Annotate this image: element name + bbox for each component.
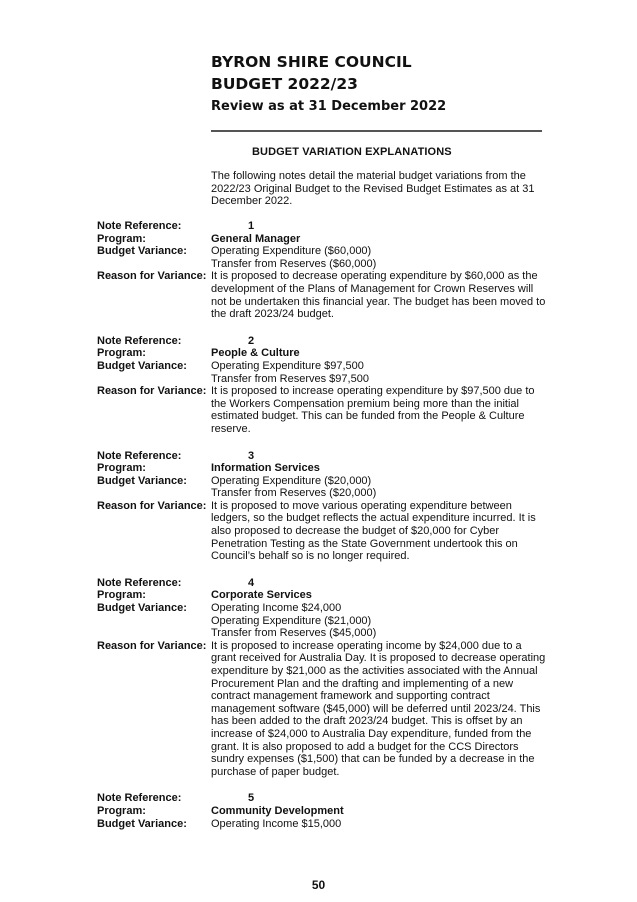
report-header (211, 52, 446, 116)
field-label: Note Reference: (97, 449, 182, 462)
review-date: Review as at 31 December 2022 (211, 99, 447, 114)
note-number: 5 (248, 792, 255, 805)
variance-line: Transfer from Reserves $97,500 (211, 372, 369, 385)
field-label: Budget Variance: (97, 245, 187, 258)
program-name: Corporate Services (211, 589, 312, 602)
field-label: Program: (97, 462, 146, 475)
program-name: General Manager (211, 232, 301, 245)
field-label: Note Reference: (97, 220, 182, 232)
council-name: BYRON SHIRE COUNCIL (211, 53, 412, 71)
field-label: Budget Variance: (97, 474, 187, 487)
variance-reason: It is proposed to increase operating income by $24,000 due to a grant received for Australia Day. It is proposed to decrease operating expenditure by $21,000 as the activities associated with the Annual Procurement Plan and the drafting and implementing of a new contract management framework and supporting contract management software ($45,000) will be deferred until 2023/24. This has been added to the draft 2023/24 budget. This is offset by an increase of $24,000 to Australia Day expenditure, funded from the grant. It is also proposed to add a budget for the CCS Directors sundry expenses ($1,500) that can be funded by a decrease in the purchase of paper budget. (211, 639, 546, 778)
budget-note (97, 577, 547, 779)
budget-note (97, 220, 547, 321)
field-label (97, 627, 211, 640)
field-label: Budget Variance: (97, 602, 187, 615)
variance-line: Operating Expenditure $97,500 (211, 359, 364, 372)
note-number: 1 (248, 220, 255, 232)
variance-reason: It is proposed to increase operating expenditure by $97,500 due to the Workers Compensation premium being more than the initial estimated budget. This can be funded from the People & Culture reserve. (211, 385, 535, 435)
field-label: Program: (97, 589, 146, 602)
variance-reason: It is proposed to move various operating expenditure between ledgers, so the budget reflects the actual expenditure incurred. It is also proposed to decrease the budget of $20,000 for Cyber Penetration Testing as the State Government undertook this on Council’s behalf so is no longer required. (211, 499, 536, 563)
field-label: Reason for Variance: (97, 639, 207, 652)
budget-note (97, 335, 547, 436)
field-label: Note Reference: (97, 792, 182, 805)
section-title: BUDGET VARIATION EXPLANATIONS (252, 146, 452, 158)
field-label: Reason for Variance: (97, 385, 207, 398)
field-label: Note Reference: (97, 334, 182, 347)
note-number: 2 (248, 334, 255, 347)
field-label: Reason for Variance: (97, 270, 207, 283)
notes-list (97, 220, 547, 844)
field-label: Budget Variance: (97, 359, 187, 372)
budget-title: BUDGET 2022/23 (211, 75, 358, 93)
budget-note (97, 792, 547, 830)
note-number: 3 (248, 449, 255, 462)
field-label: Program: (97, 347, 146, 360)
variance-line: Operating Expenditure ($21,000) (211, 614, 372, 627)
budget-note (97, 450, 547, 563)
field-label: Program: (97, 804, 146, 817)
field-label (97, 487, 211, 500)
header-divider (211, 130, 542, 132)
field-label (97, 258, 211, 271)
note-number: 4 (248, 576, 255, 589)
variance-line: Operating Income $15,000 (211, 817, 342, 830)
variance-line: Transfer from Reserves ($20,000) (211, 487, 377, 500)
program-name: Information Services (211, 462, 320, 475)
variance-reason: It is proposed to decrease operating expenditure by $60,000 as the development of the Plans of Management for Crown Reserves will not be undertaken this financial year. The budget has been moved to the draft 2023/24 budget. (211, 270, 546, 321)
variance-line: Operating Expenditure ($20,000) (211, 474, 372, 487)
variance-line: Operating Expenditure ($60,000) (211, 245, 372, 258)
program-name: Community Development (211, 804, 344, 817)
intro-paragraph: The following notes detail the material budget variations from the 2022/23 Original Budget to the Revised Budget Estimates as at 31 December 2022. (211, 170, 535, 208)
field-label: Budget Variance: (97, 817, 187, 830)
field-label (97, 373, 211, 386)
program-name: People & Culture (211, 347, 300, 360)
field-label (97, 615, 211, 628)
page-number: 50 (311, 878, 326, 892)
field-label: Program: (97, 232, 146, 245)
field-label: Reason for Variance: (97, 499, 207, 512)
variance-line: Operating Income $24,000 (211, 602, 342, 615)
field-label: Note Reference: (97, 576, 182, 589)
variance-line: Transfer from Reserves ($60,000) (211, 257, 377, 270)
variance-line: Transfer from Reserves ($45,000) (211, 627, 377, 640)
